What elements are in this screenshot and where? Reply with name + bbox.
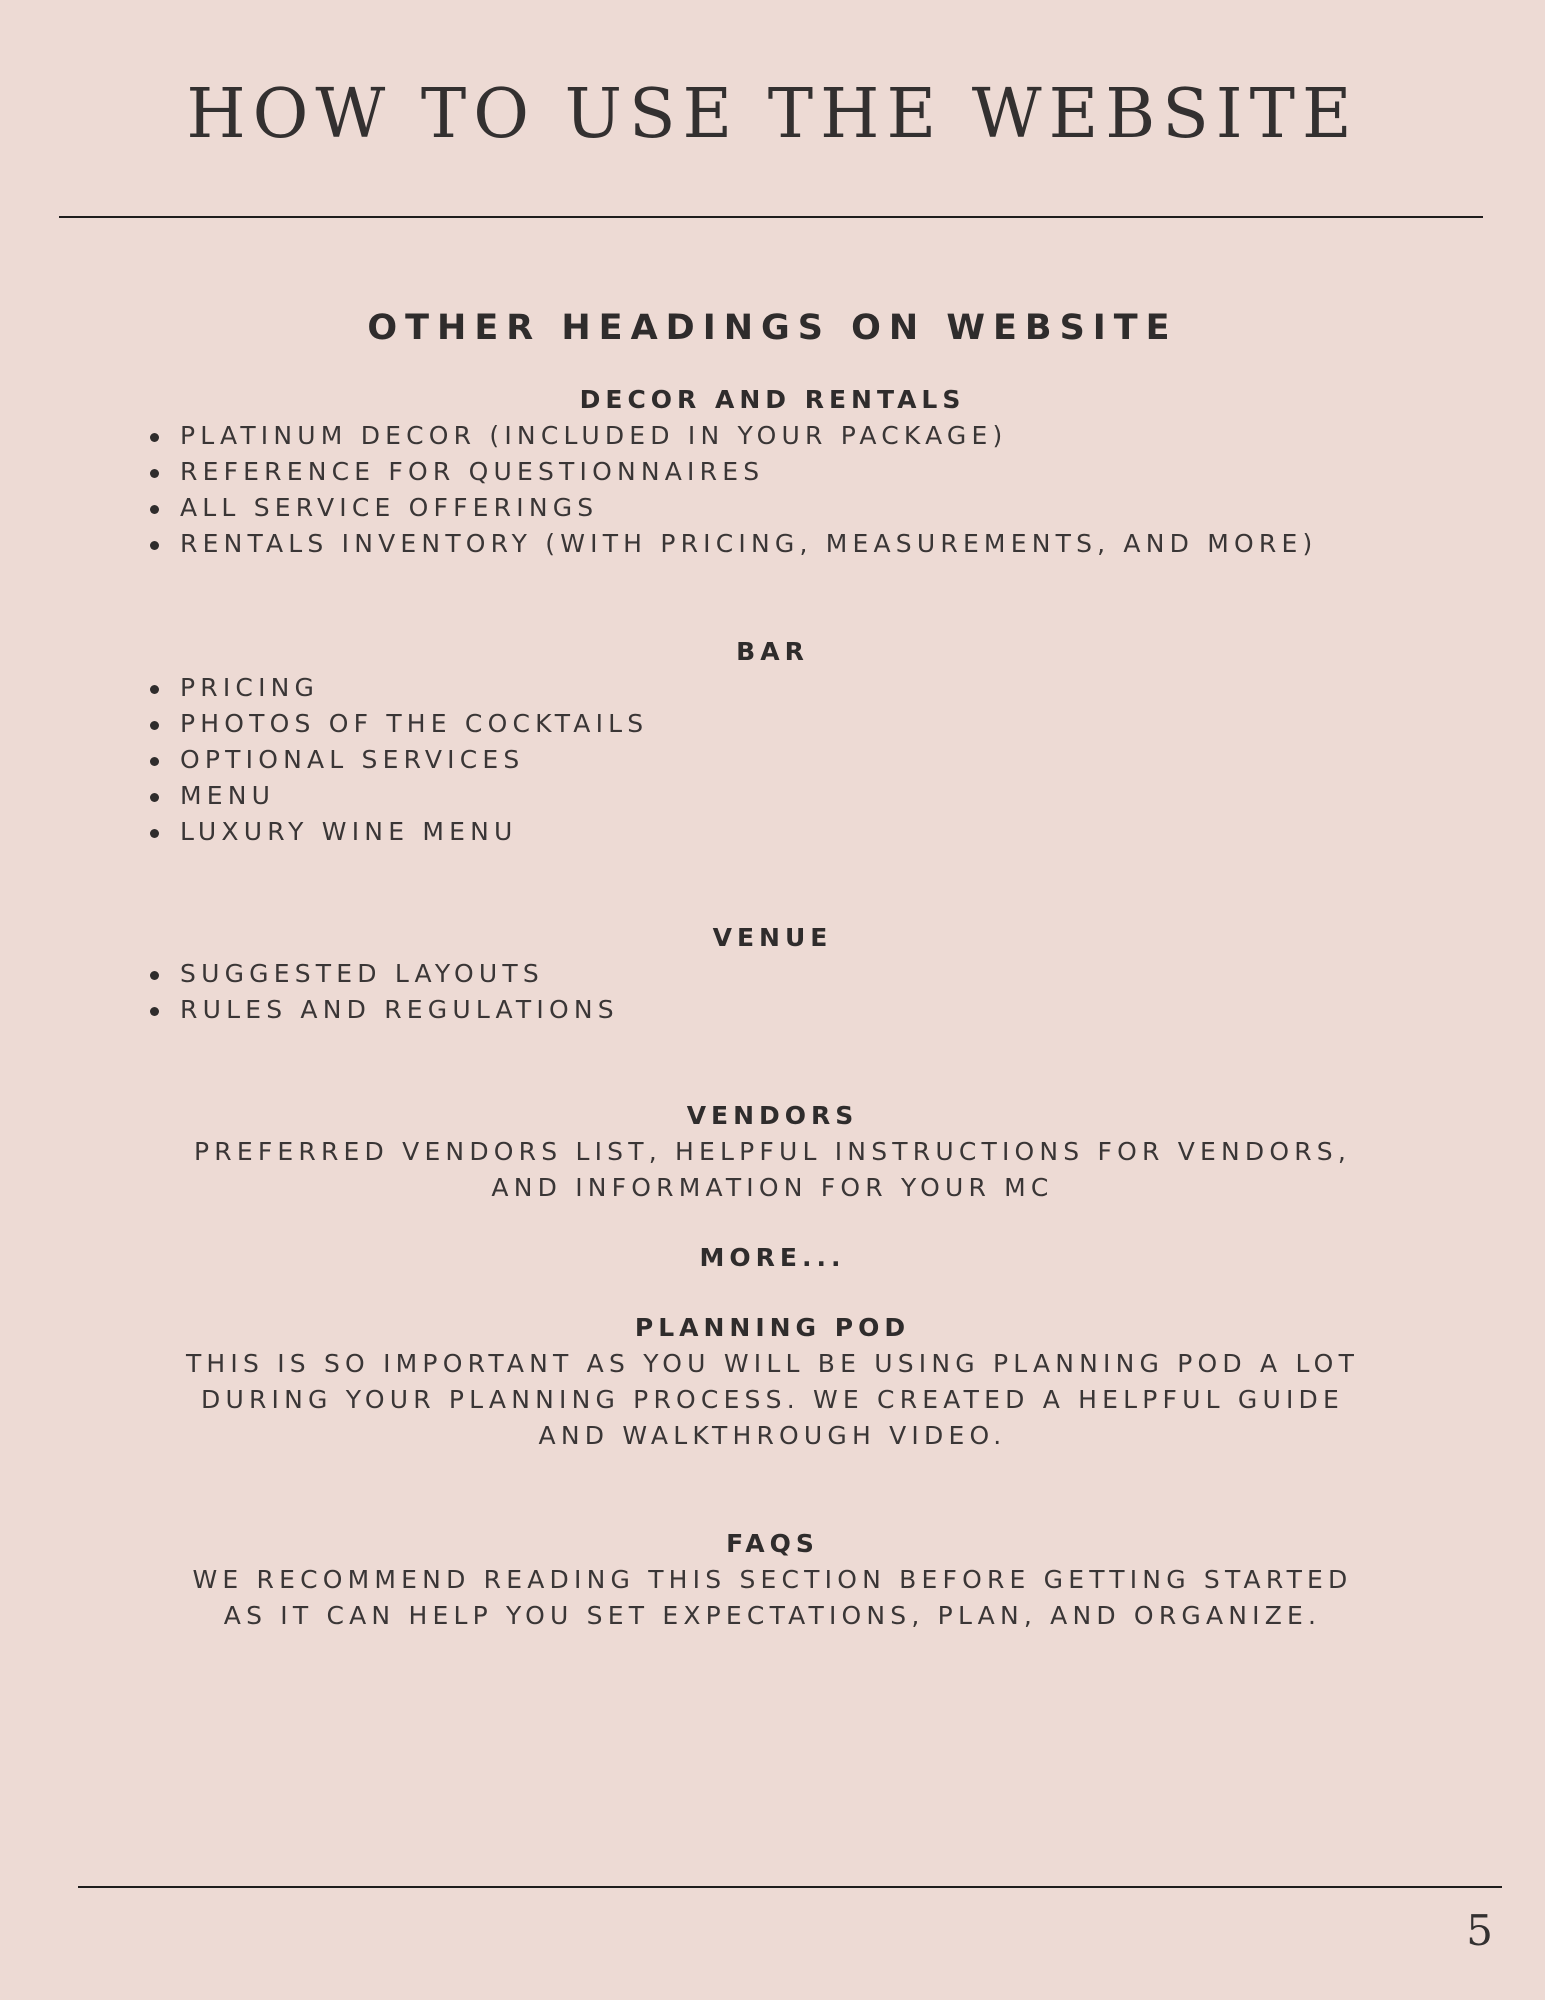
faqs-line-1: WE RECOMMEND READING THIS SECTION BEFORE GETTING STARTED: [192, 1565, 1353, 1594]
bottom-divider: [78, 1886, 1502, 1888]
vendors-section: [130, 1098, 1415, 1206]
venue-heading: VENUE: [712, 923, 833, 952]
list-item: OPTIONAL SERVICES: [146, 742, 1415, 778]
venue-list: [130, 956, 1415, 1028]
vendors-line-1: PREFERRED VENDORS LIST, HELPFUL INSTRUCTIONS FOR VENDORS,: [193, 1137, 1352, 1166]
decor-list: [130, 418, 1415, 562]
list-item: REFERENCE FOR QUESTIONNAIRES: [146, 454, 1415, 490]
list-item: SUGGESTED LAYOUTS: [146, 956, 1415, 992]
faqs-heading: FAQS: [726, 1529, 819, 1558]
list-item: RENTALS INVENTORY (WITH PRICING, MEASUREMENTS, AND MORE): [146, 526, 1415, 562]
top-divider: [59, 216, 1483, 218]
list-item: PLATINUM DECOR (INCLUDED IN YOUR PACKAGE): [146, 418, 1415, 454]
more-heading: MORE...: [699, 1243, 846, 1272]
list-item: PRICING: [146, 670, 1415, 706]
venue-section: [130, 920, 1415, 1028]
bar-heading: BAR: [736, 637, 809, 666]
planning-pod-section: [130, 1310, 1415, 1454]
vendors-line-2: AND INFORMATION FOR YOUR MC: [491, 1173, 1054, 1202]
list-item: MENU: [146, 778, 1415, 814]
bar-section: [130, 634, 1415, 850]
page-number: 5: [1466, 1906, 1493, 1955]
planning-pod-line-2: DURING YOUR PLANNING PROCESS. WE CREATED A HELPFUL GUIDE: [201, 1385, 1344, 1414]
vendors-heading: VENDORS: [686, 1101, 859, 1130]
planning-pod-line-3: AND WALKTHROUGH VIDEO.: [538, 1421, 1007, 1450]
planning-pod-heading: PLANNING POD: [634, 1313, 911, 1342]
faqs-line-2: AS IT CAN HELP YOU SET EXPECTATIONS, PLAN, AND ORGANIZE.: [223, 1601, 1322, 1630]
bar-list: [130, 670, 1415, 850]
list-item: PHOTOS OF THE COCKTAILS: [146, 706, 1415, 742]
planning-pod-line-1: THIS IS SO IMPORTANT AS YOU WILL BE USING PLANNING POD A LOT: [185, 1349, 1360, 1378]
decor-heading: DECOR AND RENTALS: [579, 385, 966, 414]
decor-section: [130, 382, 1415, 562]
faqs-section: [130, 1526, 1415, 1634]
page-title: HOW TO USE THE WEBSITE: [186, 75, 1359, 154]
list-item: ALL SERVICE OFFERINGS: [146, 490, 1415, 526]
section-heading: OTHER HEADINGS ON WEBSITE: [367, 308, 1178, 348]
page-content: [130, 308, 1415, 1634]
list-item: LUXURY WINE MENU: [146, 814, 1415, 850]
list-item: RULES AND REGULATIONS: [146, 992, 1415, 1028]
